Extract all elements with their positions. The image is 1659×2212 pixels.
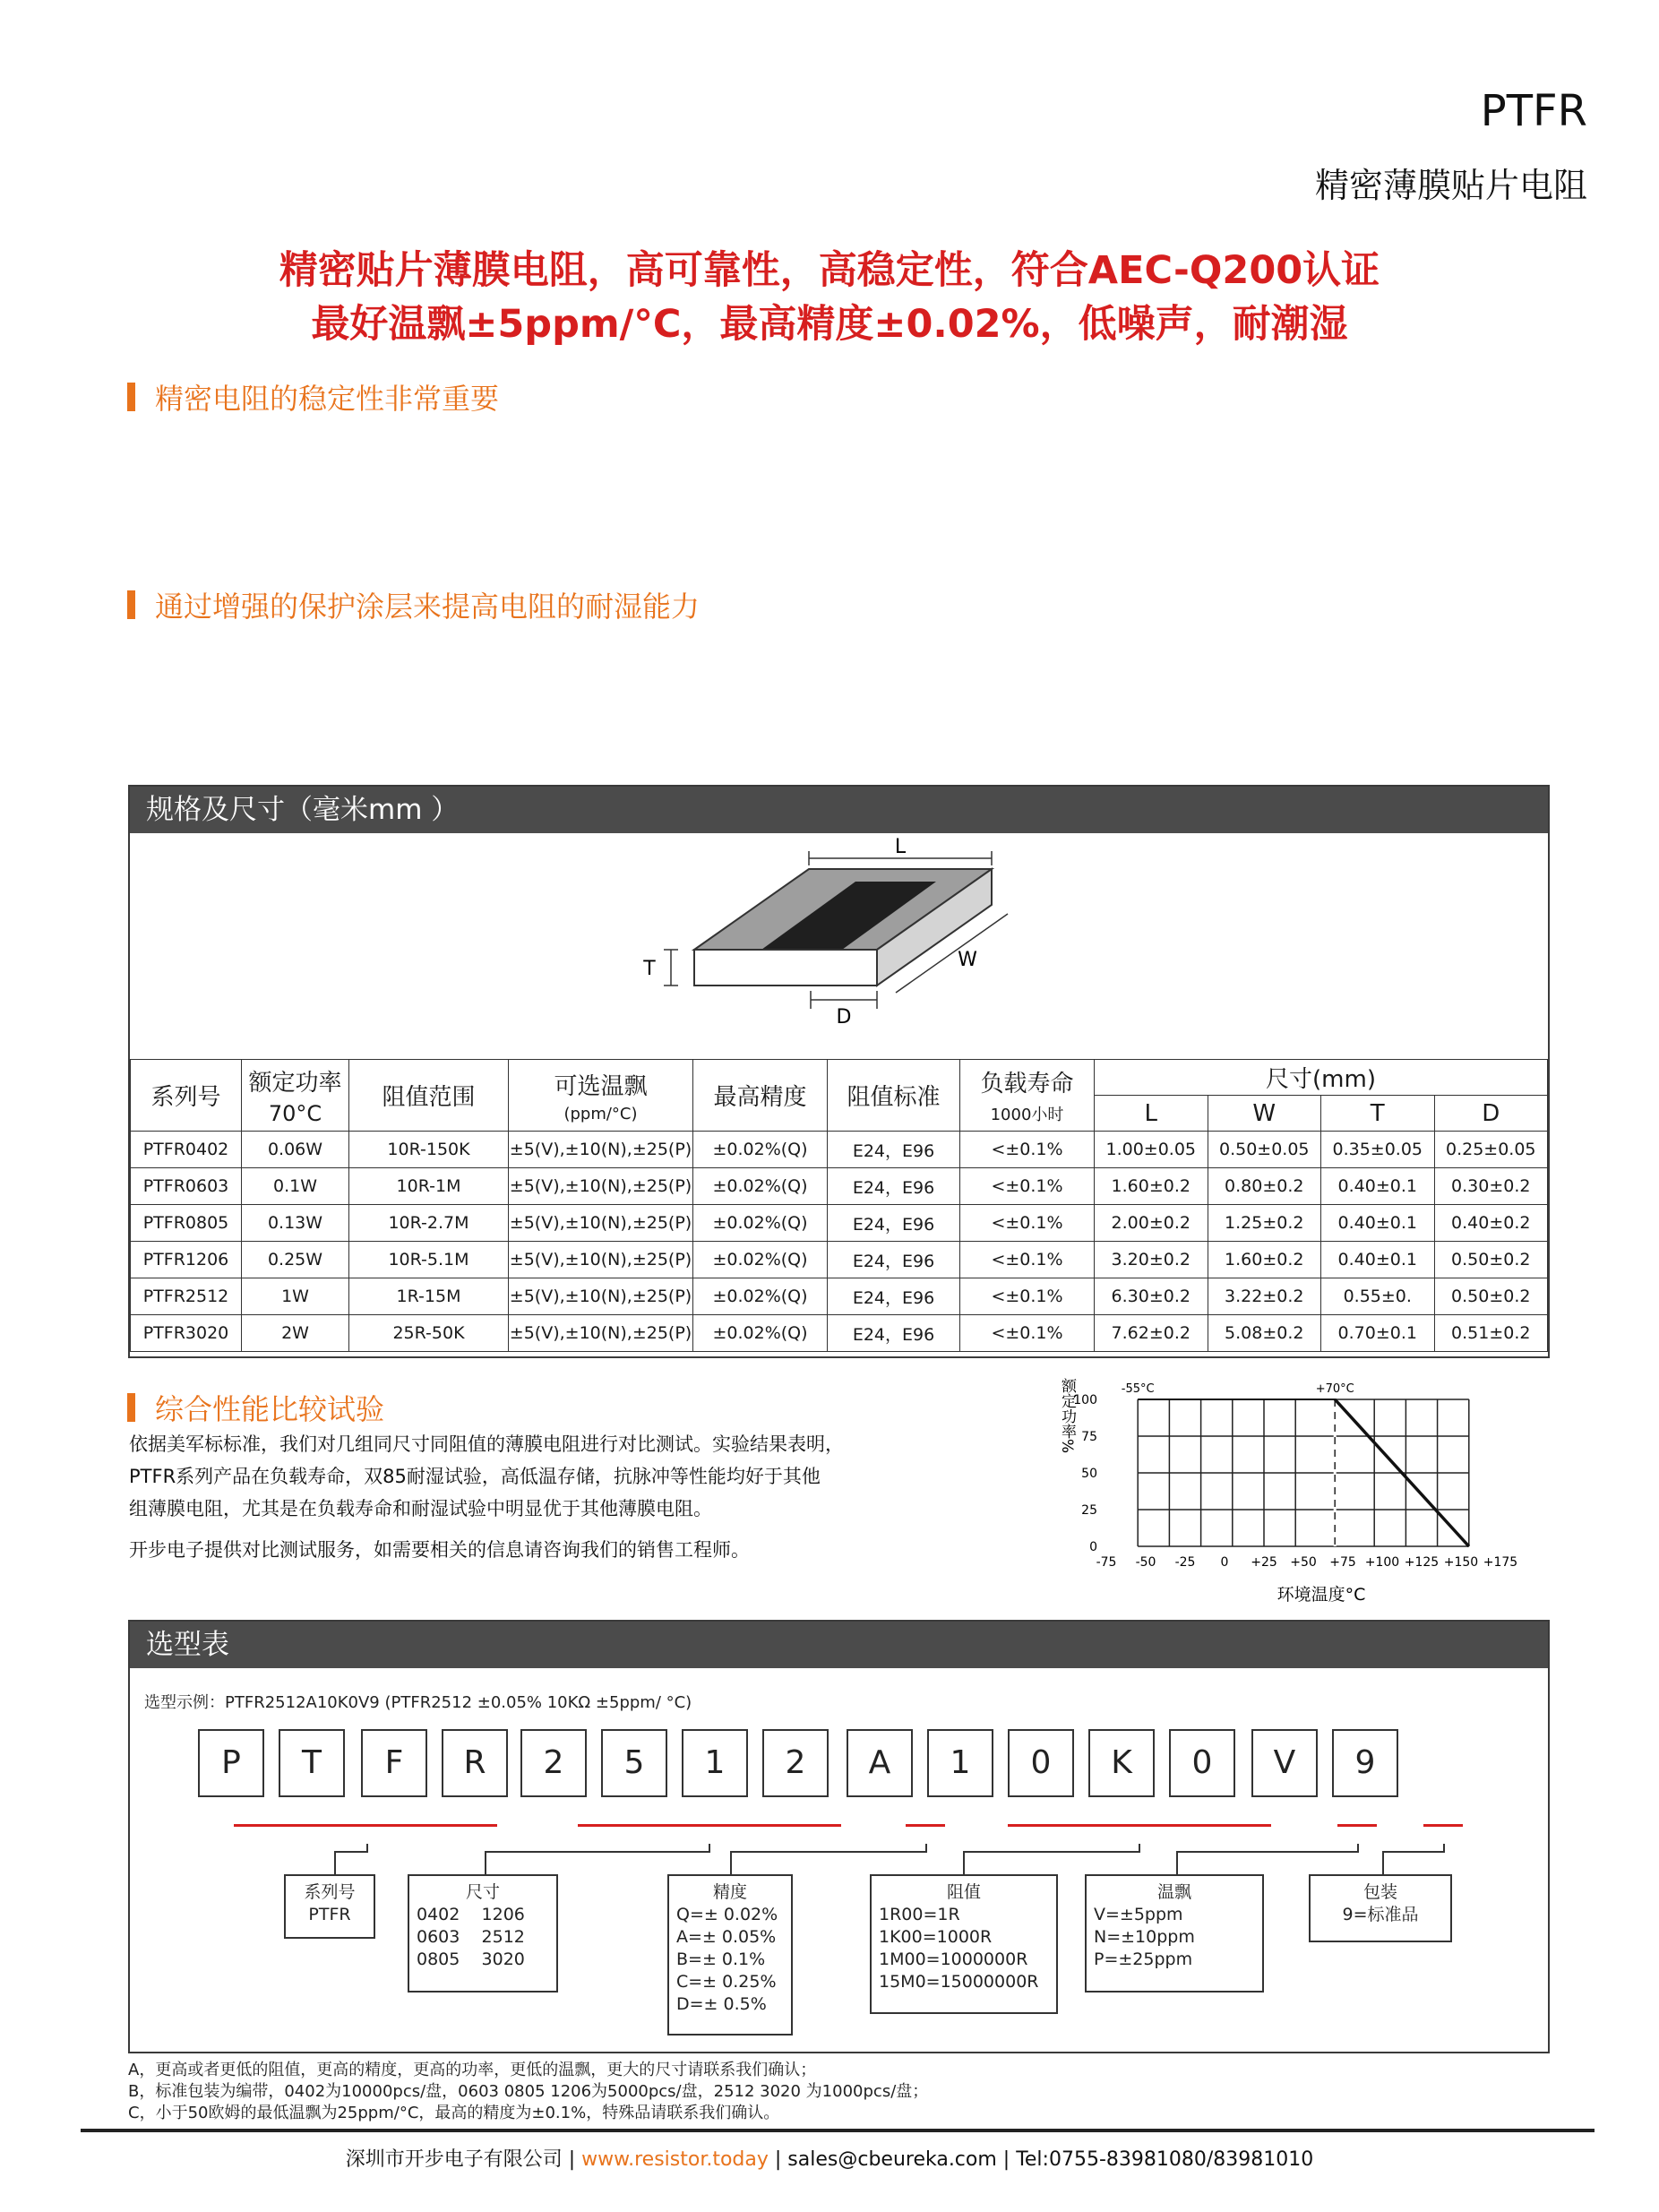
header-life-label: 负载寿命 [980, 1071, 1074, 1097]
header-W: W [1208, 1096, 1321, 1132]
spec-cell: PTFR0402 [131, 1132, 242, 1168]
spec-cell: 0.50±0.05 [1208, 1132, 1321, 1168]
legend-title: 阻值 [946, 1882, 981, 1902]
spec-cell: <±0.1% [960, 1132, 1095, 1168]
legend-series [284, 1874, 375, 1939]
spec-cell: E24，E96 [828, 1242, 960, 1278]
header-tcr-label: 可选温飘 [554, 1072, 648, 1100]
spec-cell: 0.30±0.2 [1434, 1168, 1548, 1205]
spec-table [130, 1059, 1548, 1352]
dim-label-T: T [643, 958, 656, 980]
spec-row [131, 1168, 1548, 1205]
section-marker [127, 1393, 135, 1422]
headline-line-1: 精密贴片薄膜电阻，高可靠性，高稳定性，符合AEC-Q200认证 [279, 248, 1380, 293]
derating-chart [1035, 1371, 1518, 1613]
footer-website-link[interactable]: www.resistor.today [581, 2148, 769, 2171]
spec-cell: 0.40±0.2 [1434, 1205, 1548, 1242]
header-series: 系列号 [131, 1060, 242, 1132]
code-character: V [1251, 1729, 1318, 1797]
spec-cell: 0.06W [242, 1132, 349, 1168]
x-tick-label: +50 [1290, 1555, 1317, 1570]
spec-cell: ±5(V),±10(N),±25(P) [509, 1168, 693, 1205]
code-character: 1 [927, 1729, 993, 1797]
spec-cell: 0.55±0. [1321, 1278, 1435, 1315]
chip-front-face [694, 950, 877, 986]
legend-line: C=± 0.25% [676, 1972, 777, 1992]
spec-cell: ±0.02%(Q) [693, 1205, 828, 1242]
spec-cell: 3.20±0.2 [1095, 1242, 1208, 1278]
legend-title: 系列号 [304, 1882, 356, 1902]
spec-cell: 5.08±0.2 [1208, 1315, 1321, 1352]
y-tick-label: 0 [1089, 1540, 1097, 1554]
spec-cell: 10R-5.1M [349, 1242, 509, 1278]
legend-tcr [1085, 1874, 1264, 1993]
code-character: 0 [1008, 1729, 1074, 1797]
spec-cell: 0.40±0.1 [1321, 1168, 1435, 1205]
spec-cell: PTFR1206 [131, 1242, 242, 1278]
spec-cell: <±0.1% [960, 1168, 1095, 1205]
legend-tolerance [667, 1874, 793, 2036]
footer [0, 2144, 1659, 2172]
spec-cell: PTFR0805 [131, 1205, 242, 1242]
spec-cell: 0.35±0.05 [1321, 1132, 1435, 1168]
code-character: 5 [601, 1729, 667, 1797]
spec-row [131, 1132, 1548, 1168]
comparison-line: 组薄膜电阻，尤其是在负载寿命和耐湿试验中明显优于其他薄膜电阻。 [129, 1498, 712, 1519]
comparison-paragraph [129, 1428, 844, 1525]
code-character: R [442, 1729, 508, 1797]
spec-cell: ±5(V),±10(N),±25(P) [509, 1242, 693, 1278]
header-T: T [1321, 1096, 1435, 1132]
legend-value [870, 1874, 1058, 2014]
footer-contact: | sales@cbeureka.com | Tel:0755-83981080/83981010 [768, 2148, 1314, 2171]
legend-line: 0402 1206 [417, 1905, 525, 1924]
code-character: F [361, 1729, 427, 1797]
x-tick-label: +175 [1483, 1555, 1518, 1570]
comparison-line: 依据美军标标准，我们对几组同尺寸同阻值的薄膜电阻进行对比测试。实验结果表明， [129, 1433, 844, 1455]
y-tick-label: 25 [1081, 1503, 1097, 1518]
spec-cell: PTFR3020 [131, 1315, 242, 1352]
legend-packing [1309, 1874, 1452, 1942]
spec-cell: 1.60±0.2 [1208, 1242, 1321, 1278]
dim-label-W: W [958, 949, 977, 971]
spec-cell: ±0.02%(Q) [693, 1278, 828, 1315]
dim-label-D: D [836, 1006, 852, 1029]
y-tick-label: 50 [1081, 1467, 1097, 1481]
legend-line: 9=标准品 [1342, 1905, 1419, 1924]
code-character: T [279, 1729, 345, 1797]
spec-cell: ±0.02%(Q) [693, 1168, 828, 1205]
headline-line-2: 最好温飘±5ppm/°C，最高精度±0.02%，低噪声，耐潮湿 [311, 302, 1348, 347]
legend-line: 0805 3020 [417, 1949, 525, 1969]
chart-annotation: -55°C [1121, 1382, 1155, 1396]
section-heading-moisture [127, 584, 700, 625]
footnotes [128, 2060, 928, 2124]
spec-row [131, 1315, 1548, 1352]
dim-label-L: L [894, 836, 907, 858]
spec-cell: ±5(V),±10(N),±25(P) [509, 1278, 693, 1315]
underline-packing [1423, 1824, 1463, 1827]
selection-example: 选型示例：PTFR2512A10K0V9 (PTFR2512 ±0.05% 10KΩ ±5ppm/ °C) [144, 1693, 692, 1712]
spec-cell: 0.25W [242, 1242, 349, 1278]
footer-company: 深圳市开步电子有限公司 | [345, 2148, 582, 2171]
section-heading-text: 综合性能比较试验 [155, 1392, 385, 1426]
underline-tcr [1337, 1824, 1377, 1827]
spec-title: 规格及尺寸（毫米mm ） [130, 787, 1548, 833]
spec-cell: 7.62±0.2 [1095, 1315, 1208, 1352]
header-range: 阻值范围 [349, 1060, 509, 1132]
footnote-a: A，更高或者更低的阻值，更高的精度，更高的功率，更低的温飘，更大的尺寸请联系我们确认； [128, 2061, 817, 2079]
spec-cell: <±0.1% [960, 1278, 1095, 1315]
legend-line: 1K00=1000R [879, 1927, 993, 1947]
code-character: 2 [520, 1729, 587, 1797]
spec-cell: 3.22±0.2 [1208, 1278, 1321, 1315]
spec-cell: ±0.02%(Q) [693, 1132, 828, 1168]
legend-line: A=± 0.05% [676, 1927, 777, 1947]
legend-title: 温飘 [1156, 1882, 1191, 1902]
header-tcr [509, 1060, 693, 1132]
spec-cell: E24，E96 [828, 1315, 960, 1352]
spec-cell: 2W [242, 1315, 349, 1352]
spec-cell: ±5(V),±10(N),±25(P) [509, 1132, 693, 1168]
legend-line: Q=± 0.02% [676, 1905, 778, 1924]
legend-title: 尺寸 [465, 1882, 500, 1902]
code-character: 1 [682, 1729, 748, 1797]
spec-cell: 0.1W [242, 1168, 349, 1205]
spec-cell: 0.80±0.2 [1208, 1168, 1321, 1205]
chart-x-label: 环境温度°C [1276, 1585, 1366, 1605]
spec-cell: 1R-15M [349, 1278, 509, 1315]
code-character: A [847, 1729, 913, 1797]
code-character: K [1088, 1729, 1155, 1797]
header-life-sub: 1000小时 [990, 1106, 1064, 1124]
header-life [960, 1060, 1095, 1132]
spec-cell: 25R-50K [349, 1315, 509, 1352]
legend-line: 0603 2512 [417, 1927, 525, 1947]
spec-cell: 0.51±0.2 [1434, 1315, 1548, 1352]
legend-line: 1M00=1000000R [879, 1949, 1028, 1969]
x-tick-label: +150 [1443, 1555, 1479, 1570]
spec-cell: E24，E96 [828, 1205, 960, 1242]
header-tcr-sub: (ppm/°C) [563, 1104, 638, 1123]
section-heading-text: 通过增强的保护涂层来提高电阻的耐湿能力 [155, 590, 701, 624]
spec-cell: 10R-1M [349, 1168, 509, 1205]
spec-cell: 1.00±0.05 [1095, 1132, 1208, 1168]
x-tick-label: +125 [1404, 1555, 1440, 1570]
product-subtitle: 精密薄膜贴片电阻 [1314, 166, 1587, 205]
spec-cell: 1W [242, 1278, 349, 1315]
header-D: D [1434, 1096, 1548, 1132]
header-tolerance: 最高精度 [693, 1060, 828, 1132]
x-tick-label: -75 [1096, 1555, 1117, 1570]
spec-row [131, 1278, 1548, 1315]
spec-cell: PTFR2512 [131, 1278, 242, 1315]
legend-line: V=±5ppm [1094, 1905, 1183, 1924]
spec-cell: E24，E96 [828, 1168, 960, 1205]
spec-cell: ±5(V),±10(N),±25(P) [509, 1315, 693, 1352]
code-character: 0 [1169, 1729, 1235, 1797]
spec-cell: <±0.1% [960, 1242, 1095, 1278]
code-character: 2 [762, 1729, 829, 1797]
footnote-c: C，小于50欧姆的最低温飘为25ppm/°C，最高的精度为±0.1%，特殊品请联系我们确认。 [128, 2104, 780, 2122]
legend-title: 包装 [1362, 1882, 1397, 1902]
spec-cell: <±0.1% [960, 1315, 1095, 1352]
selection-section [128, 1620, 1550, 2053]
legend-line: PTFR [308, 1905, 351, 1924]
spec-cell: 10R-150K [349, 1132, 509, 1168]
header-size: 尺寸(mm) [1095, 1060, 1548, 1096]
x-tick-label: +25 [1251, 1555, 1277, 1570]
spec-cell: 6.30±0.2 [1095, 1278, 1208, 1315]
footer-divider [81, 2129, 1595, 2132]
legend-line: N=±10ppm [1094, 1927, 1195, 1947]
spec-cell: ±0.02%(Q) [693, 1315, 828, 1352]
header-L: L [1095, 1096, 1208, 1132]
legend-line: P=±25ppm [1094, 1949, 1193, 1969]
underline-tolerance [906, 1824, 945, 1827]
underline-value [1008, 1824, 1271, 1827]
section-heading-stability [127, 376, 499, 417]
selection-title: 选型表 [130, 1622, 1548, 1668]
header-power-sub: 70°C [268, 1101, 322, 1126]
code-character: 9 [1332, 1729, 1398, 1797]
section-marker [127, 383, 135, 411]
spec-cell: E24，E96 [828, 1132, 960, 1168]
chip-dimension-diagram [130, 833, 1548, 1066]
header-standard: 阻值标准 [828, 1060, 960, 1132]
spec-cell: 0.50±0.2 [1434, 1278, 1548, 1315]
x-tick-label: -50 [1135, 1555, 1156, 1570]
spec-cell: 2.00±0.2 [1095, 1205, 1208, 1242]
header-power [242, 1060, 349, 1132]
legend-line: B=± 0.1% [676, 1949, 766, 1969]
spec-cell: ±0.02%(Q) [693, 1242, 828, 1278]
spec-cell: PTFR0603 [131, 1168, 242, 1205]
legend-line: D=± 0.5% [676, 1994, 767, 2014]
spec-cell: 0.40±0.1 [1321, 1205, 1435, 1242]
section-heading-text: 精密电阻的稳定性非常重要 [155, 382, 500, 416]
comparison-line: PTFR系列产品在负载寿命，双85耐湿试验，高低温存储，抗脉冲等性能均好于其他 [129, 1466, 821, 1487]
underline-series [234, 1824, 497, 1827]
legend-line: 15M0=15000000R [879, 1972, 1039, 1992]
spec-row [131, 1205, 1548, 1242]
y-tick-label: 100 [1073, 1393, 1097, 1407]
spec-cell: 0.25±0.05 [1434, 1132, 1548, 1168]
x-tick-label: 0 [1220, 1555, 1229, 1570]
spec-cell: ±5(V),±10(N),±25(P) [509, 1205, 693, 1242]
chart-y-label: 额定功率% [1058, 1377, 1076, 1454]
spec-section [128, 785, 1550, 1358]
section-heading-comparison [127, 1387, 384, 1428]
footnote-b: B，标准包装为编带，0402为10000pcs/盘，0603 0805 1206为5000pcs/盘，2512 3020 为1000pcs/盘； [128, 2082, 929, 2101]
spec-row [131, 1242, 1548, 1278]
x-tick-label: +100 [1364, 1555, 1400, 1570]
x-tick-label: +75 [1329, 1555, 1356, 1570]
comparison-service-note: 开步电子提供对比测试服务，如需要相关的信息请咨询我们的销售工程师。 [129, 1539, 750, 1561]
spec-cell: 0.70±0.1 [1321, 1315, 1435, 1352]
code-character: P [198, 1729, 264, 1797]
spec-cell: 0.40±0.1 [1321, 1242, 1435, 1278]
x-tick-label: -25 [1174, 1555, 1196, 1570]
section-marker [127, 590, 135, 619]
chart-annotation: +70°C [1315, 1382, 1354, 1396]
spec-cell: E24，E96 [828, 1278, 960, 1315]
spec-cell: 10R-2.7M [349, 1205, 509, 1242]
spec-cell: <±0.1% [960, 1205, 1095, 1242]
header-power-label: 额定功率 [248, 1070, 342, 1097]
chart-grid [1138, 1399, 1469, 1546]
spec-cell: 0.50±0.2 [1434, 1242, 1548, 1278]
spec-cell: 1.60±0.2 [1095, 1168, 1208, 1205]
legend-title: 精度 [712, 1882, 747, 1902]
spec-cell: 1.25±0.2 [1208, 1205, 1321, 1242]
spec-cell: 0.13W [242, 1205, 349, 1242]
underline-size [578, 1824, 841, 1827]
y-tick-label: 75 [1081, 1430, 1097, 1444]
legend-size [408, 1874, 558, 1993]
product-model: PTFR [1480, 86, 1587, 136]
legend-line: 1R00=1R [879, 1905, 960, 1924]
